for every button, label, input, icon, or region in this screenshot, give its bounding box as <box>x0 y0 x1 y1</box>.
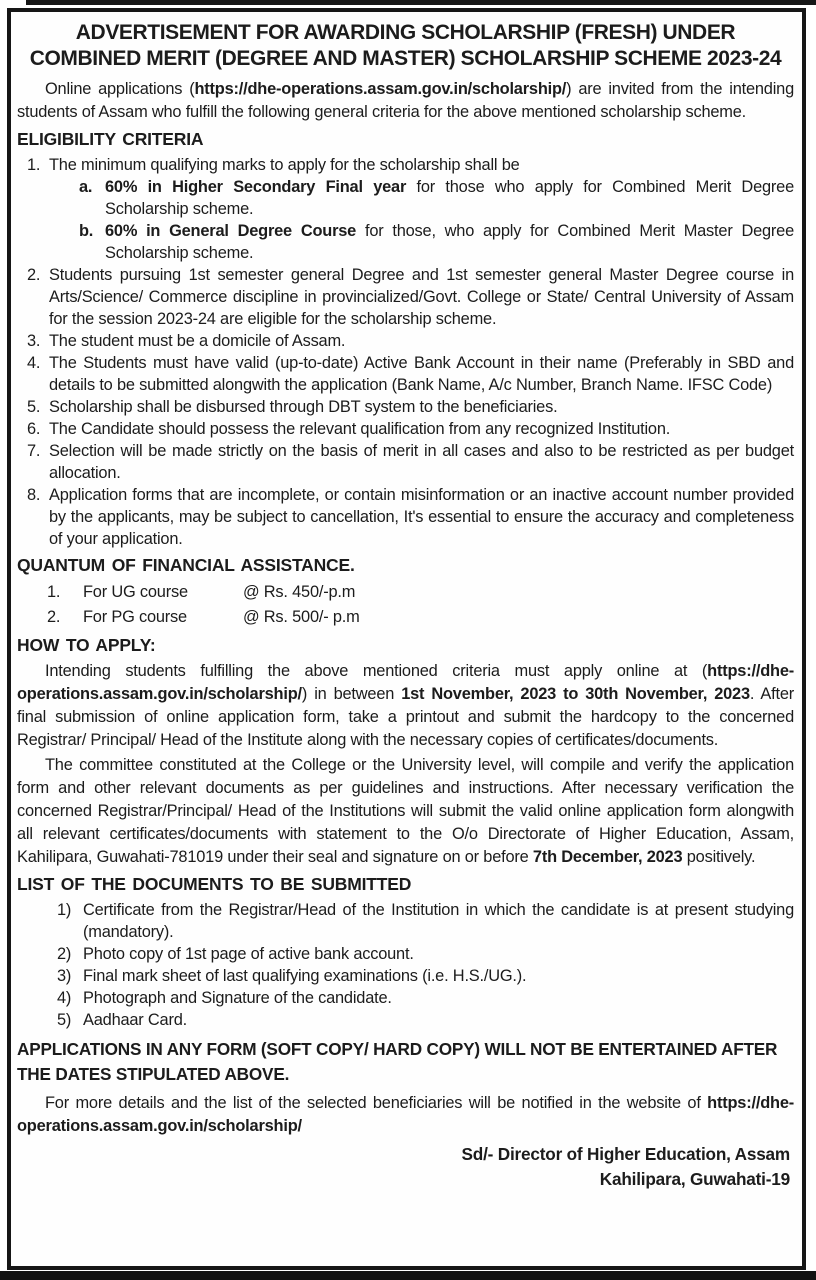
row-number: 1. <box>47 583 61 601</box>
item-number: 2) <box>57 945 72 963</box>
item-text: Aadhaar Card. <box>83 1011 188 1029</box>
signature-line-1: Sd/- Director of Higher Education, Assam <box>461 1144 790 1164</box>
quantum-heading: QUANTUM OF FINANCIAL ASSISTANCE. <box>17 555 355 575</box>
item-text: Scholarship shall be disbursed through DBT system to the beneficiaries. <box>49 398 558 416</box>
item-text: The minimum qualifying marks to apply for the scholarship shall be <box>49 156 520 174</box>
documents-list <box>17 899 794 1031</box>
item-number: 1. <box>27 156 41 174</box>
document-item-3 <box>17 965 794 987</box>
signature-block <box>17 1142 794 1192</box>
item-number: 5. <box>27 398 41 416</box>
scan-edge-bottom <box>0 1271 816 1280</box>
item-text: Photograph and Signature of the candidate. <box>83 989 392 1007</box>
row-number: 2. <box>47 608 61 626</box>
item-number: 6. <box>27 420 41 438</box>
course-label: For PG course <box>83 608 187 626</box>
document-item-5 <box>17 1009 794 1031</box>
eligibility-item-4 <box>17 352 794 396</box>
item-text: The Candidate should possess the relevant qualification from any recognized Institution. <box>49 420 671 438</box>
eligibility-item-1 <box>17 154 794 176</box>
footer-note: For more details and the list of the selected beneficiaries will be notified in the website of https://dhe-operations.assam.gov.in/scholarship/ <box>17 1094 794 1135</box>
course-label: For UG course <box>83 583 188 601</box>
quantum-row-ug <box>17 580 794 605</box>
how-to-apply-heading: HOW TO APPLY: <box>17 635 156 655</box>
document-title <box>17 16 794 72</box>
item-text: Certificate from the Registrar/Head of the Institution in which the candidate is at present studying (mandatory). <box>83 901 794 941</box>
item-number: 3. <box>27 332 41 350</box>
item-number: 2. <box>27 266 41 284</box>
quantum-list <box>17 580 794 630</box>
advertisement-document <box>7 8 806 1270</box>
eligibility-list <box>17 154 794 550</box>
eligibility-item-5 <box>17 396 794 418</box>
eligibility-item-8 <box>17 484 794 550</box>
item-number: 5) <box>57 1011 72 1029</box>
item-text: Students pursuing 1st semester general Degree and 1st semester general Master Degree course in Arts/Science/ Commerce discipline in provincialized/Govt. College or State/ Central University of Assam for the session 2023-24 are eligible for the scholarship scheme. <box>49 266 794 328</box>
intro-paragraph: Online applications (https://dhe-operations.assam.gov.in/scholarship/) are invited from the intending students of Assam who fulfill the following general criteria for the above mentioned scholarship scheme. <box>17 80 794 121</box>
title-line-2: COMBINED MERIT (DEGREE AND MASTER) SCHOLARSHIP SCHEME 2023-24 <box>29 47 782 70</box>
item-text: Application forms that are incomplete, or contain misinformation or an inactive account number provided by the applicants, may be subject to cancellation, It's essential to ensure the accuracy and completeness of your application. <box>49 486 794 548</box>
course-rate: @ Rs. 500/- p.m <box>243 608 360 626</box>
title-line-1: ADVERTISEMENT FOR AWARDING SCHOLARSHIP (FRESH) UNDER <box>75 21 736 44</box>
item-text: Photo copy of 1st page of active bank account. <box>83 945 414 963</box>
deadline-warning: APPLICATIONS IN ANY FORM (SOFT COPY/ HARD COPY) WILL NOT BE ENTERTAINED AFTER THE DATES STIPULATED ABOVE. <box>17 1039 778 1084</box>
item-number: 4) <box>57 989 72 1007</box>
item-number: 4. <box>27 354 41 372</box>
eligibility-item-7 <box>17 440 794 484</box>
item-text: Selection will be made strictly on the basis of merit in all cases and also to be restricted as per budget allocation. <box>49 442 794 482</box>
document-item-2 <box>17 943 794 965</box>
course-rate: @ Rs. 450/-p.m <box>243 583 356 601</box>
eligibility-item-2 <box>17 264 794 330</box>
document-item-4 <box>17 987 794 1009</box>
documents-heading: LIST OF THE DOCUMENTS TO BE SUBMITTED <box>17 874 412 894</box>
quantum-row-pg <box>17 605 794 630</box>
item-text: Final mark sheet of last qualifying examinations (i.e. H.S./UG.). <box>83 967 527 985</box>
item-number: b. <box>79 222 94 240</box>
item-text: The student must be a domicile of Assam. <box>49 332 346 350</box>
eligibility-item-1b <box>17 220 794 264</box>
item-number: a. <box>79 178 93 196</box>
document-item-1 <box>17 899 794 943</box>
item-text: The Students must have valid (up-to-date) Active Bank Account in their name (Preferably in SBD and details to be submitted alongwith the application (Bank Name, A/c Number, Branch Name. IFSC Code) <box>49 354 794 394</box>
eligibility-item-1a <box>17 176 794 220</box>
how-to-apply-paragraph-2: The committee constituted at the College or the University level, will compile and verify the application form and other relevant documents as per guidelines and instructions. After necessary verification the concerned Registrar/Principal/ Head of the Institutions will submit the valid online application form alongwith all relevant certificates/documents with statement to the O/o Directorate of Higher Education, Assam, Kahilipara, Guwahati-781019 under their seal and signature on or before 7th December, 2023 positively. <box>17 756 794 866</box>
eligibility-item-6 <box>17 418 794 440</box>
how-to-apply-paragraph-1: Intending students fulfilling the above mentioned criteria must apply online at (https://dhe-operations.assam.gov.in/scholarship/) in between 1st November, 2023 to 30th November, 2023. After final submission of online application form, take a printout and submit the hardcopy to the concerned Registrar/ Principal/ Head of the Institute along with the necessary copies of certificates/documents. <box>17 662 795 749</box>
signature-line-2: Kahilipara, Guwahati-19 <box>599 1169 790 1189</box>
eligibility-item-3 <box>17 330 794 352</box>
item-number: 3) <box>57 967 72 985</box>
item-text: 60% in General Degree Course for those, who apply for Combined Merit Master Degree Scholarship scheme. <box>105 222 794 262</box>
eligibility-heading: ELIGIBILITY CRITERIA <box>17 129 204 149</box>
item-number: 1) <box>57 901 72 919</box>
item-text: 60% in Higher Secondary Final year for those who apply for Combined Merit Degree Scholarship scheme. <box>105 178 794 218</box>
item-number: 7. <box>27 442 41 460</box>
scan-edge-top <box>26 0 816 5</box>
item-number: 8. <box>27 486 41 504</box>
